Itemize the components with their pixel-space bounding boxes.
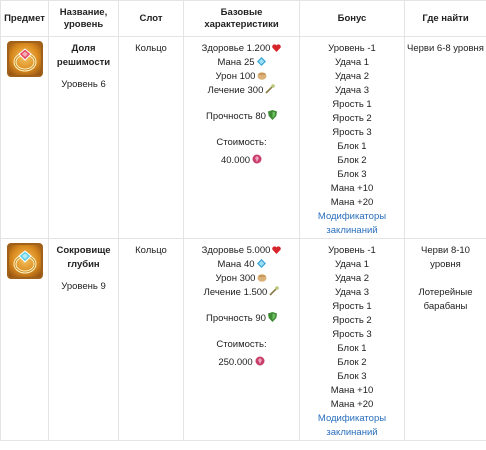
item-name: Сокровище глубин [56,245,111,270]
bonus-item: Мана +10 [330,183,374,194]
heart-icon [272,245,281,259]
bonus-item: Ярость 1 [332,301,372,312]
bonus-item: Мана +20 [330,197,374,208]
base-stats-cell [184,37,300,239]
item-name-cell [49,239,119,441]
header-bonus: Бонус [300,1,405,37]
bonus-item: Удача 2 [334,71,370,82]
header-slot: Слот [119,1,184,37]
header-where: Где найти [405,1,486,37]
health-stat: Здоровье 5.000 [184,244,299,258]
item-level: Уровень 9 [61,281,106,292]
fist-icon [257,71,267,85]
mana-stat: Мана 40 [184,258,299,272]
bonus-item: Блок 3 [337,169,367,180]
item-icon-cell [1,239,49,441]
slot-cell: Кольцо [119,37,184,239]
bonus-item: Блок 3 [337,371,367,382]
header-row [1,1,486,37]
where-primary: Черви 8-10 уровня [421,245,470,270]
shield-icon [268,110,277,125]
ring-icon[interactable] [7,41,43,77]
durability-stat: Прочность 80 [184,110,299,124]
bonus-item: Уровень -1 [328,43,376,54]
fist-icon [257,273,267,287]
damage-stat: Урон 100 [184,70,299,84]
bonus-item: Ярость 1 [332,99,372,110]
item-name: Доля решимости [56,43,111,68]
mana-icon [257,259,266,273]
cost-label: Стоимость: [216,339,267,350]
heal-stat: Лечение 300 [184,84,299,98]
health-stat: Здоровье 1.200 [184,42,299,56]
bonus-item: Удача 3 [334,287,370,298]
where-primary: Черви 6-8 уровня [407,43,484,54]
bonus-item: Ярость 2 [332,113,372,124]
table-row [1,239,486,441]
where-cell [405,239,486,441]
bonus-item: Удача 2 [334,273,370,284]
where-cell [405,37,486,239]
base-stats-cell [184,239,300,441]
gem-icon [252,154,262,169]
bonus-item: Удача 1 [334,259,370,270]
wand-icon [269,286,279,301]
bonus-item: Уровень -1 [328,245,376,256]
spell-modifiers-link[interactable]: Модификаторы заклинаний [317,211,387,236]
header-base: Базовые характеристики [184,1,300,37]
ring-icon[interactable] [7,243,43,279]
shield-icon [268,312,277,327]
header-name: Название, уровень [49,1,119,37]
bonus-item: Ярость 2 [332,315,372,326]
item-name-cell [49,37,119,239]
bonus-item: Мана +10 [330,385,374,396]
cost-value: 40.000 [184,154,299,168]
wand-icon [265,84,275,99]
table-row [1,37,486,239]
bonus-item: Ярость 3 [332,127,372,138]
header-item: Предмет [1,1,49,37]
bonus-item: Удача 3 [334,85,370,96]
bonus-item: Блок 2 [337,155,367,166]
heart-icon [272,43,281,57]
bonus-cell [300,239,405,441]
item-icon-cell [1,37,49,239]
durability-stat: Прочность 90 [184,312,299,326]
damage-stat: Урон 300 [184,272,299,286]
bonus-item: Удача 1 [334,57,370,68]
cost-value: 250.000 [184,356,299,370]
mana-icon [257,57,266,71]
bonus-item: Мана +20 [330,399,374,410]
bonus-item: Блок 1 [337,343,367,354]
gem-icon [255,356,265,371]
bonus-item: Блок 1 [337,141,367,152]
item-level: Уровень 6 [61,79,106,90]
bonus-cell [300,37,405,239]
heal-stat: Лечение 1.500 [184,286,299,300]
bonus-item: Блок 2 [337,357,367,368]
cost-label: Стоимость: [216,137,267,148]
mana-stat: Мана 25 [184,56,299,70]
slot-cell: Кольцо [119,239,184,441]
where-secondary: Лотерейные барабаны [418,287,473,312]
spell-modifiers-link[interactable]: Модификаторы заклинаний [317,413,387,438]
bonus-item: Ярость 3 [332,329,372,340]
